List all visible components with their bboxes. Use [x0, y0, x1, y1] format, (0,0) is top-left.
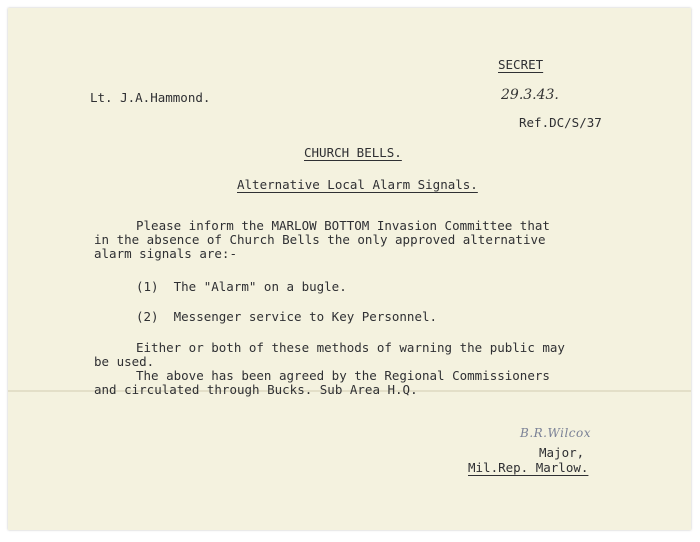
body-line: The above has been agreed by the Regional Commissioners — [136, 368, 550, 383]
letter-subtitle: Alternative Local Alarm Signals. — [237, 177, 478, 192]
signer-rank: Major, — [539, 445, 585, 460]
body-line: Either or both of these methods of warning the public may — [136, 340, 565, 355]
body-line: Please inform the MARLOW BOTTOM Invasion Committee that — [136, 218, 550, 233]
recipient: Lt. J.A.Hammond. — [90, 90, 211, 105]
list-item-2: (2) Messenger service to Key Personnel. — [136, 309, 438, 324]
body-line: be used. — [94, 354, 155, 369]
letter-date: 29.3.43. — [501, 87, 559, 103]
signer-title: Mil.Rep. Marlow. — [468, 460, 589, 475]
reference-number: Ref.DC/S/37 — [519, 115, 602, 130]
handwritten-signature: B.R.Wilcox — [520, 426, 591, 440]
classification-mark: SECRET — [498, 57, 544, 72]
body-line: and circulated through Bucks. Sub Area H.Q. — [94, 382, 418, 397]
body-line: in the absence of Church Bells the only approved alternative — [94, 232, 546, 247]
letter-paper — [8, 8, 691, 530]
body-line: alarm signals are:- — [94, 246, 237, 261]
letter-title: CHURCH BELLS. — [304, 145, 402, 160]
list-item-1: (1) The "Alarm" on a bugle. — [136, 279, 347, 294]
